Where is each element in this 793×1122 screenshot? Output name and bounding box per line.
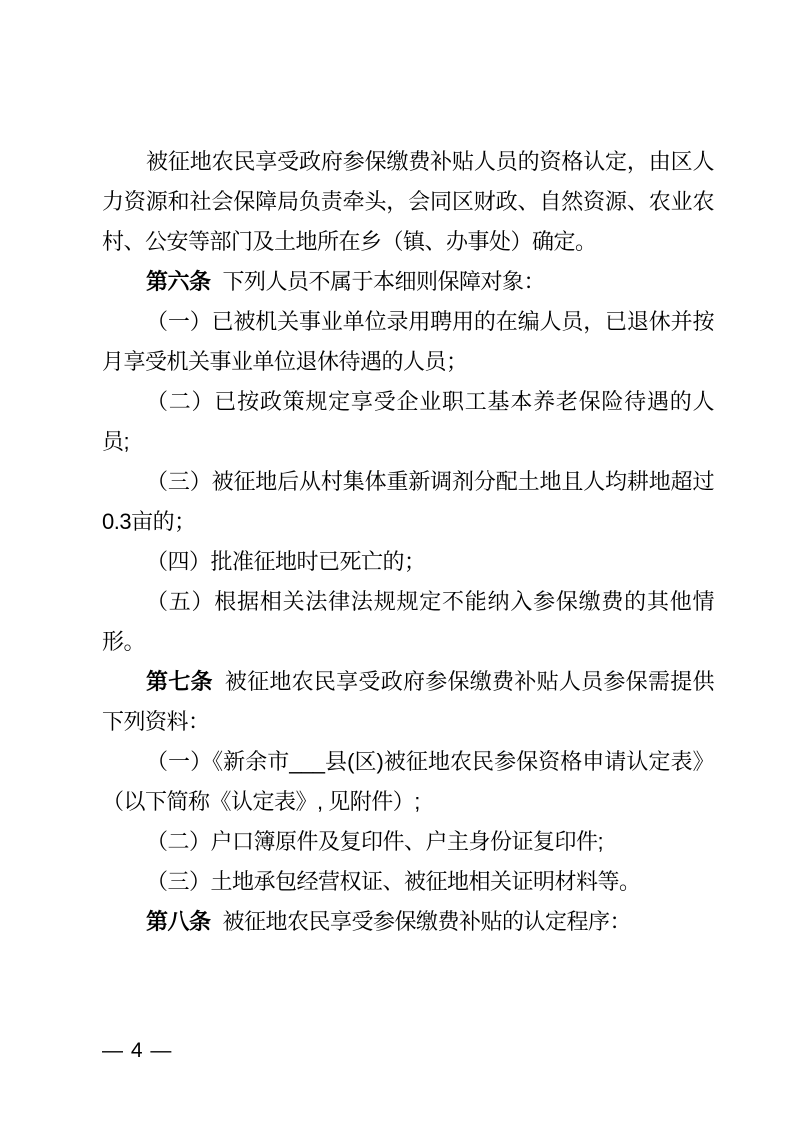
body-line: 被征地农民享受政府参保缴费补贴人员的资格认定，由区人	[146, 149, 714, 174]
body-line: 下列资料：	[102, 709, 210, 734]
article-text: 下列人员不属于本细则保障对象：	[222, 269, 546, 294]
page-number: — 4 —	[102, 1039, 173, 1062]
body-line-article-6	[102, 262, 714, 302]
body-line: （一）《新余市___县(区)被征地农民参保资格申请认定表》	[146, 749, 714, 774]
body-line: 员;	[102, 429, 130, 454]
article-text: 被征地农民享受参保缴费补贴的认定程序：	[222, 909, 632, 934]
body-line: （以下简称《认定表》, 见附件）;	[102, 789, 420, 814]
body-line: （三）土地承包经营权证、被征地相关证明材料等。	[146, 869, 641, 894]
body-line: 形。	[102, 629, 146, 654]
page-footer	[102, 1036, 172, 1066]
body-line: 村、公安等部门及土地所在乡（镇、办事处）确定。	[102, 229, 597, 254]
body-line: （二）户口簿原件及复印件、户主身份证复印件;	[146, 829, 604, 854]
document-body	[102, 142, 714, 942]
body-line: （五）根据相关法律法规规定不能纳入参保缴费的其他情	[146, 589, 714, 614]
body-line: （三）被征地后从村集体重新调剂分配土地且人均耕地超过	[146, 469, 714, 494]
article-number: 第七条	[146, 669, 213, 694]
body-line-article-8	[102, 902, 714, 942]
body-line: 月享受机关事业单位退休待遇的人员；	[102, 349, 468, 374]
body-line: （二）已按政策规定享受企业职工基本养老保险待遇的人	[146, 389, 714, 414]
body-line: 力资源和社会保障局负责牵头，会同区财政、自然资源、农业农	[102, 189, 714, 214]
article-text: 被征地农民享受政府参保缴费补贴人员参保需提供	[224, 669, 714, 694]
body-line: 0.3亩的；	[102, 509, 196, 534]
article-number: 第六条	[146, 269, 211, 294]
body-line-article-7	[102, 662, 714, 702]
body-line: （一）已被机关事业单位录用聘用的在编人员，已退休并按	[146, 309, 714, 334]
body-line: （四）批准征地时已死亡的；	[146, 549, 426, 574]
article-number: 第八条	[146, 909, 211, 934]
